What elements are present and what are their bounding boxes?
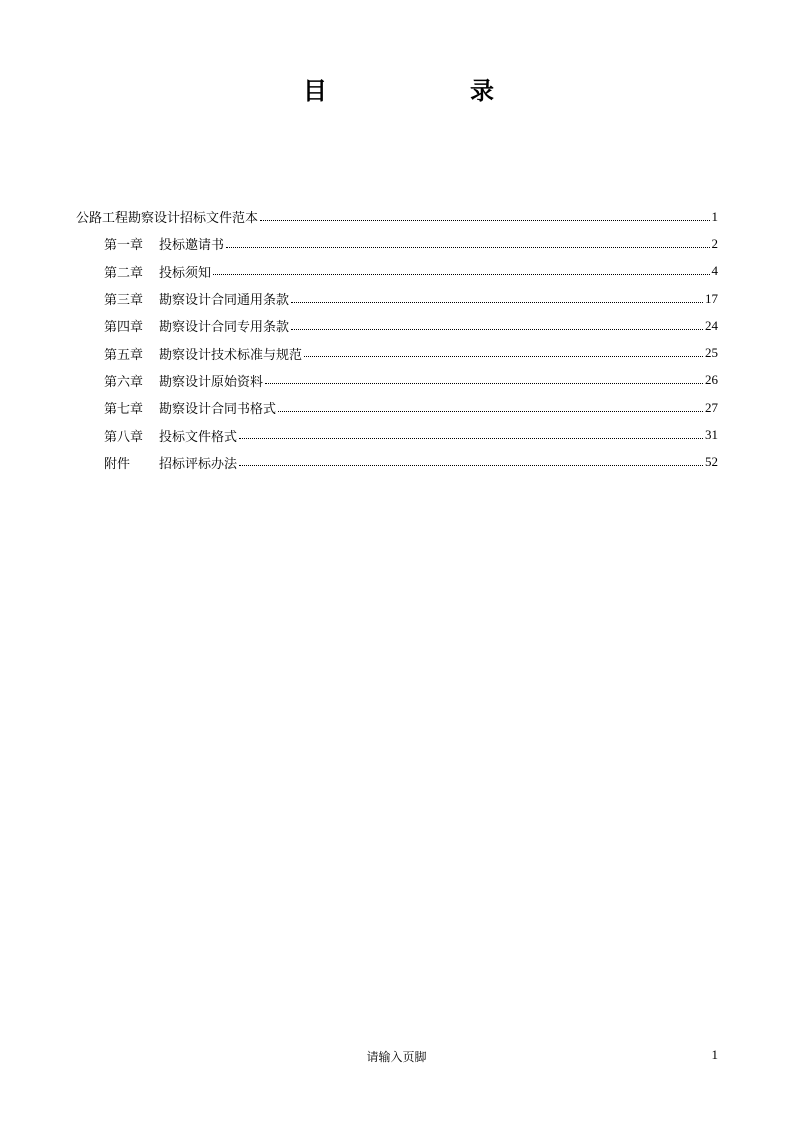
dot-leader <box>304 355 703 357</box>
toc-chapter-number: 第五章 <box>104 347 144 363</box>
toc-chapter-number: 第四章 <box>104 320 144 336</box>
toc-entry-page: 27 <box>705 399 718 415</box>
toc-entry-title: 投标邀请书 <box>159 238 225 254</box>
toc-entry-chapter-5[interactable] <box>76 339 718 366</box>
toc-entry-appendix[interactable] <box>76 449 718 476</box>
toc-chapter-number: 第一章 <box>104 238 144 254</box>
toc-chapter-number: 第三章 <box>104 293 144 309</box>
toc-entry-main[interactable] <box>76 203 718 230</box>
dot-leader <box>291 328 703 330</box>
toc-entry-page: 26 <box>705 372 718 388</box>
toc-entry-page: 2 <box>711 235 718 251</box>
toc-entry-chapter-2[interactable] <box>76 258 718 285</box>
toc-entry-title: 招标评标办法 <box>159 456 238 472</box>
toc-entry-chapter-7[interactable] <box>76 394 718 421</box>
toc-heading-char-1: 目 <box>303 77 327 105</box>
dot-leader <box>226 246 709 248</box>
dot-leader <box>260 219 709 221</box>
toc-entry-chapter-6[interactable] <box>76 367 718 394</box>
toc-heading <box>0 76 793 108</box>
dot-leader <box>278 410 703 412</box>
toc-entry-page: 52 <box>705 454 718 470</box>
toc-entry-chapter-1[interactable] <box>76 230 718 257</box>
dot-leader <box>291 301 703 303</box>
dot-leader <box>213 273 709 275</box>
toc-entry-chapter-4[interactable] <box>76 312 718 339</box>
toc-entry-title: 公路工程勘察设计招标文件范本 <box>76 211 259 227</box>
toc-chapter-number: 附件 <box>104 456 131 472</box>
toc-chapter-number: 第八章 <box>104 429 144 445</box>
footer-placeholder: 请输入页脚 <box>366 1050 427 1064</box>
toc-entry-page: 4 <box>711 263 718 279</box>
toc-entry-title: 勘察设计合同专用条款 <box>159 320 290 336</box>
toc-chapter-number: 第六章 <box>104 374 144 390</box>
toc-heading-char-2: 录 <box>470 77 494 105</box>
toc-entry-title: 勘察设计技术标准与规范 <box>159 347 303 363</box>
toc-entry-page: 31 <box>705 427 718 443</box>
toc-entry-title: 勘察设计合同通用条款 <box>159 293 290 309</box>
toc-entry-title: 投标须知 <box>159 265 212 281</box>
toc-entry-title: 投标文件格式 <box>159 429 238 445</box>
footer-page-number: 1 <box>711 1047 718 1062</box>
dot-leader <box>239 464 703 466</box>
toc-chapter-number: 第二章 <box>104 265 144 281</box>
dot-leader <box>265 382 703 384</box>
dot-leader <box>239 437 703 439</box>
toc-entry-chapter-3[interactable] <box>76 285 718 312</box>
toc-entry-chapter-8[interactable] <box>76 421 718 448</box>
toc-entry-title: 勘察设计合同书格式 <box>159 402 277 418</box>
toc-chapter-number: 第七章 <box>104 402 144 418</box>
toc-entry-page: 25 <box>705 345 718 361</box>
toc-entry-page: 1 <box>711 208 718 224</box>
table-of-contents <box>76 203 718 476</box>
toc-entry-title: 勘察设计原始资料 <box>159 374 264 390</box>
toc-entry-page: 17 <box>705 290 718 306</box>
toc-entry-page: 24 <box>705 317 718 333</box>
